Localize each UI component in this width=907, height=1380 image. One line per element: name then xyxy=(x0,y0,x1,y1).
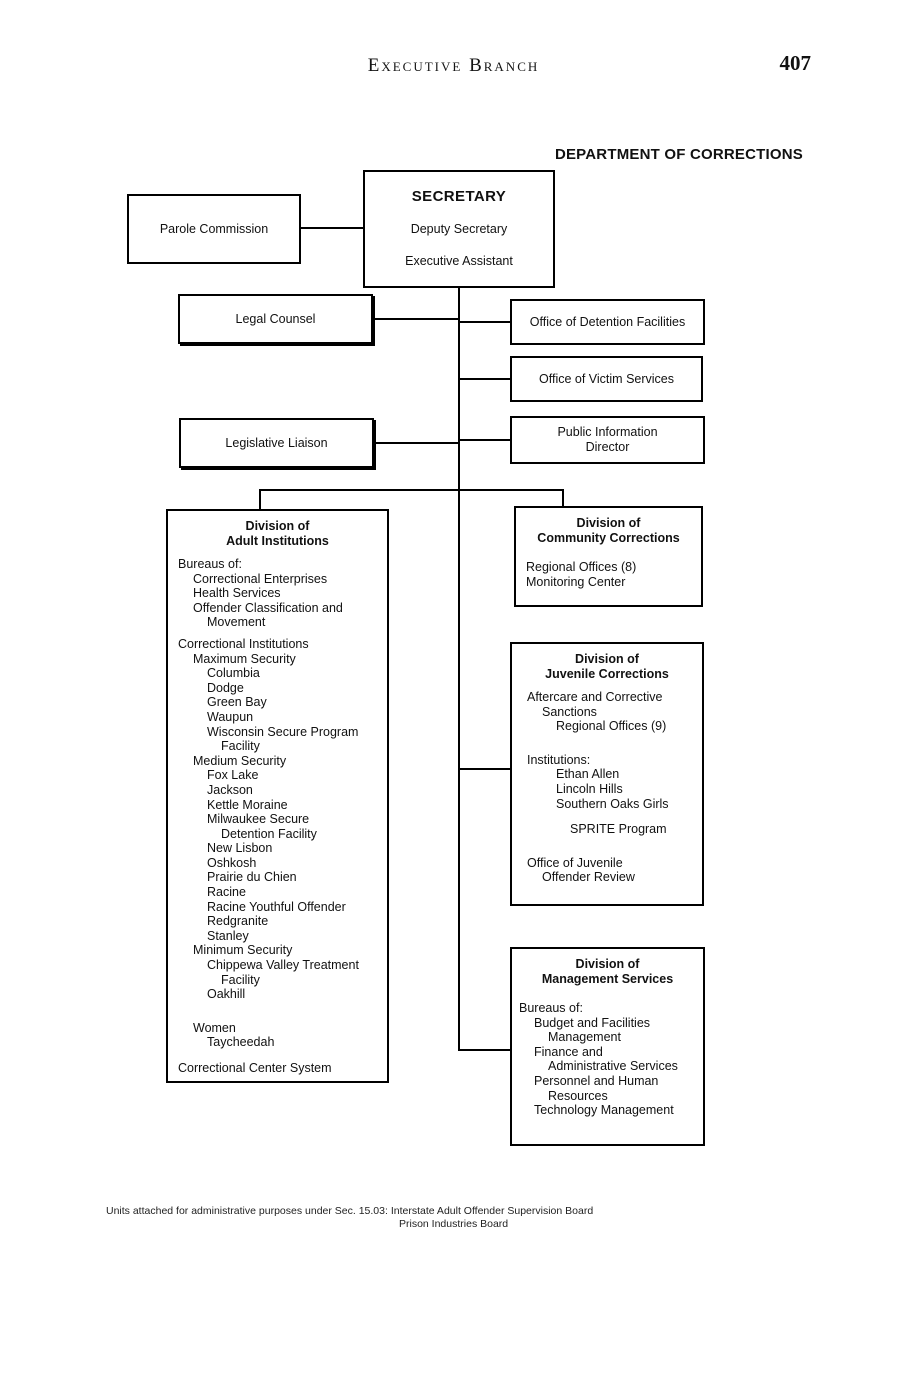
org-chart-line: Wisconsin Secure Program xyxy=(207,724,359,739)
connector-line xyxy=(259,489,261,509)
org-chart-line: Taycheedah xyxy=(207,1035,275,1050)
division-juvenile-corrections-box xyxy=(510,642,704,906)
footnote-line-1: Units attached for administrative purposes under Sec. 15.03: Interstate Adult Offender Supervision Board xyxy=(106,1205,594,1217)
office-detention-facilities-box xyxy=(510,299,705,345)
org-chart-line: Technology Management xyxy=(534,1103,674,1118)
org-chart-line: Bureaus of: xyxy=(519,1001,583,1015)
division-title-line: Management Services xyxy=(541,972,674,986)
division-title-line: Division of xyxy=(576,516,641,530)
division-title-line: Adult Institutions xyxy=(226,534,329,548)
legislative-liaison-box xyxy=(179,418,374,468)
org-chart-line: Correctional Center System xyxy=(178,1061,332,1075)
division-community-corrections-box xyxy=(514,506,703,607)
division-title-line: Division of xyxy=(575,957,640,971)
org-chart-line: Regional Offices (8) xyxy=(526,560,637,574)
division-content xyxy=(512,1001,703,1118)
office-victim-services-label: Office of Victim Services xyxy=(539,371,674,386)
org-chart-line: Ethan Allen xyxy=(556,767,620,782)
org-chart-line: Management xyxy=(548,1030,621,1045)
division-content xyxy=(168,557,387,1076)
division-title xyxy=(168,511,387,549)
deputy-secretary-label: Deputy Secretary xyxy=(410,221,508,236)
page-number: 407 xyxy=(779,51,811,75)
division-title xyxy=(512,949,703,987)
division-title-line: Community Corrections xyxy=(537,531,680,545)
public-information-director-box xyxy=(510,416,705,464)
division-content xyxy=(512,690,702,885)
division-adult-institutions-box xyxy=(166,509,389,1083)
division-title xyxy=(516,508,701,546)
connector-line xyxy=(562,489,564,506)
secretary-box xyxy=(363,170,555,288)
org-chart-line: Resources xyxy=(548,1088,608,1103)
org-chart-line: Regional Offices (9) xyxy=(556,719,667,734)
org-chart-line: Administrative Services xyxy=(548,1059,678,1074)
division-management-services-box xyxy=(510,947,705,1146)
org-chart-line: Southern Oaks Girls xyxy=(556,796,669,811)
org-chart-line: Detention Facility xyxy=(221,826,317,841)
connector-line xyxy=(300,227,364,229)
org-chart-line: Columbia xyxy=(207,666,260,681)
parole-commission-label: Parole Commission xyxy=(159,221,269,236)
legal-counsel-box xyxy=(178,294,373,344)
org-chart-line: Oakhill xyxy=(207,987,246,1002)
org-chart-line: Office of Juvenile xyxy=(527,855,623,870)
org-chart-line: Lincoln Hills xyxy=(556,781,623,796)
footnote-line-2: Prison Industries Board xyxy=(399,1218,509,1230)
org-chart-line: Medium Security xyxy=(193,753,287,768)
connector-line xyxy=(372,318,458,320)
org-chart-line: Chippewa Valley Treatment xyxy=(207,958,359,973)
org-chart-line: New Lisbon xyxy=(207,841,273,856)
org-chart-line: Correctional Institutions xyxy=(178,636,309,651)
legislative-liaison-label: Legislative Liaison xyxy=(225,435,328,450)
connector-line xyxy=(460,378,510,380)
org-chart-line: Green Bay xyxy=(207,695,267,710)
org-chart-line: Personnel and Human xyxy=(534,1073,659,1088)
org-chart-line: Correctional Enterprises xyxy=(193,571,328,586)
org-chart-line: Facility xyxy=(221,739,260,754)
org-chart-line: Facility xyxy=(221,972,260,987)
org-chart-line: Bureaus of: xyxy=(178,557,242,571)
org-chart-line: Racine xyxy=(207,885,246,900)
org-chart-line: Sanctions xyxy=(542,704,597,719)
org-chart-line: Budget and Facilities xyxy=(534,1015,651,1030)
connector-line xyxy=(460,439,510,441)
org-chart-line: Offender Classification and xyxy=(193,600,343,615)
org-chart-line: Redgranite xyxy=(207,914,269,929)
org-chart-line: Milwaukee Secure xyxy=(207,812,310,827)
parole-commission-box xyxy=(127,194,301,264)
division-content xyxy=(516,560,701,589)
connector-trunk-line xyxy=(458,288,460,1051)
org-chart-line: Women xyxy=(193,1020,236,1035)
org-chart-line: Minimum Security xyxy=(193,943,293,958)
office-detention-facilities-label: Office of Detention Facilities xyxy=(529,314,686,329)
connector-line xyxy=(460,321,510,323)
chart-title: DEPARTMENT OF CORRECTIONS xyxy=(554,146,803,163)
office-victim-services-box xyxy=(510,356,703,402)
legal-counsel-label: Legal Counsel xyxy=(235,311,316,326)
org-chart-line: Prairie du Chien xyxy=(207,870,297,885)
org-chart-line: Waupun xyxy=(207,709,254,724)
org-chart-line: Oshkosh xyxy=(207,855,257,870)
org-chart-line: Health Services xyxy=(193,586,281,601)
org-chart-line: Dodge xyxy=(207,680,244,695)
org-chart-line: Monitoring Center xyxy=(526,574,626,589)
connector-line xyxy=(374,442,458,444)
public-information-director-label: Public Information Director xyxy=(557,425,658,454)
org-chart-line: Kettle Moraine xyxy=(207,797,288,812)
org-chart-line: Maximum Security xyxy=(193,651,296,666)
executive-assistant-label: Executive Assistant xyxy=(405,253,513,268)
org-chart-line: Jackson xyxy=(207,782,253,797)
org-chart-line: SPRITE Program xyxy=(570,822,667,837)
org-chart-line: Movement xyxy=(207,615,266,630)
org-chart-line: Institutions: xyxy=(527,752,591,767)
org-chart-line: Fox Lake xyxy=(207,768,259,783)
page-header: Executive Branch xyxy=(367,55,540,76)
org-chart-line: Finance and xyxy=(534,1044,603,1059)
division-title-line: Division of xyxy=(575,652,639,666)
connector-line xyxy=(460,768,510,770)
connector-line xyxy=(460,1049,510,1051)
division-title xyxy=(512,644,702,682)
org-chart-line: Offender Review xyxy=(542,870,635,885)
division-title-line: Juvenile Corrections xyxy=(545,667,669,681)
connector-line xyxy=(259,489,564,491)
org-chart-line: Racine Youthful Offender xyxy=(207,899,346,914)
division-title-line: Division of xyxy=(245,519,310,533)
org-chart-line: Aftercare and Corrective xyxy=(527,690,663,704)
org-chart-line: Stanley xyxy=(207,928,249,943)
secretary-title: SECRETARY xyxy=(411,188,507,206)
